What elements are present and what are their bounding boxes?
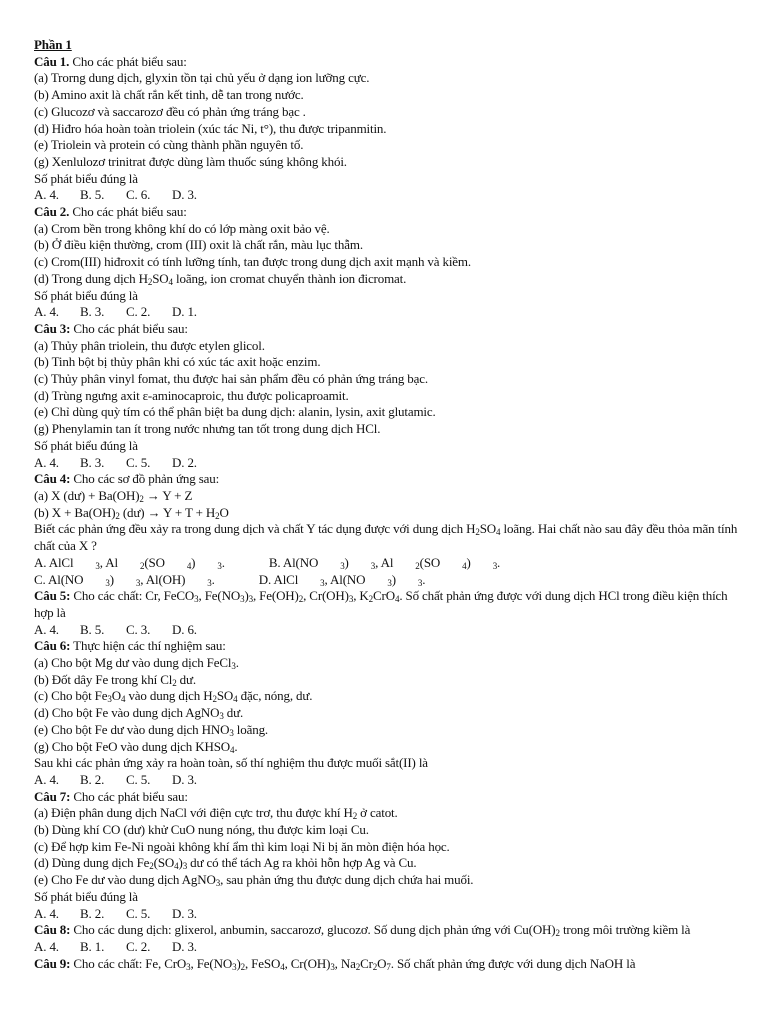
question-number: Câu 1. <box>34 53 70 69</box>
question-prompt: Số phát biểu đúng là <box>34 287 138 303</box>
answer-options <box>34 772 744 789</box>
option-b: B. 2. <box>80 905 105 921</box>
option-c: C. 6. <box>126 187 151 203</box>
question-4-stem: Câu 4: Cho các sơ đồ phản ứng sau: <box>34 471 220 487</box>
question-prompt: Số phát biểu đúng là <box>34 437 138 453</box>
option-a: A. 4. <box>34 454 59 470</box>
answer-options <box>34 304 744 321</box>
question-prompt: Số phát biểu đúng là <box>34 170 138 186</box>
statement-item: (b) Dùng khí CO (dư) khử CuO nung nóng, thu được kim loại Cu. <box>34 822 369 838</box>
question-8-stem: Câu 8: Cho các dung dịch: glixerol, anbumin, saccarozơ, glucozơ. Số dung dịch phản ứng với $Cu(OH)_2$ trong môi trường kiềm là <box>34 922 691 939</box>
statement-item: (a) Crom bền trong không khí do có lớp màng oxit bảo vệ. <box>34 220 330 236</box>
option-c: C. 2. <box>126 304 151 320</box>
statement-item: (b) Tinh bột bị thủy phân khi có xúc tác axit hoặc enzim. <box>34 354 321 370</box>
question-number: Câu 2. <box>34 204 70 220</box>
option-c: C. 2. <box>126 938 151 954</box>
option-d: D. 3. <box>172 187 197 203</box>
statement-item: (a) Điện phân dung dịch NaCl với điện cực trơ, thu được khí $H_2$ ở catot. <box>34 805 398 822</box>
statement-item: (e) Cho Fe dư vào dung dịch AgNO$_3$, sau phản ứng thu được dung dịch chứa hai muối. <box>34 872 474 889</box>
option-a: A. 4. <box>34 938 59 954</box>
option-a: A. 4. <box>34 187 59 203</box>
option-d: D. 3. <box>172 771 197 787</box>
option-b: B. 3. <box>80 304 105 320</box>
statement-item: (c) Crom(III) hiđroxit có tính lưỡng tính, tan được trong dung dịch axit mạnh và kiềm. <box>34 254 471 270</box>
option-b: B. 3. <box>80 454 105 470</box>
option-c: C. 5. <box>126 771 151 787</box>
option-a: A. 4. <box>34 621 59 637</box>
question-9-stem: Câu 9: Cho các chất: Fe, CrO$_3$, $Fe(NO_3)_2$, FeSO$_4$, $Cr(OH)_3$, $Na_2Cr_2O_7$. Số chất phản ứng được với dung dịch NaOH là <box>34 955 636 972</box>
option-c: C. 5. <box>126 454 151 470</box>
option-d: D. 1. <box>172 304 197 320</box>
answer-options <box>34 455 744 472</box>
experiment-item: (b) Đốt dây Fe trong khí $Cl_2$ dư. <box>34 671 197 688</box>
statement-item: (c) Glucozơ và saccarozơ đều có phản ứng tráng bạc . <box>34 103 306 119</box>
statement-item: (a) Thủy phân triolein, thu được etylen glicol. <box>34 337 265 353</box>
statement-item: (d) Dùng dung dịch $Fe_2(SO_4)_3$ dư có thể tách Ag ra khỏi hỗn hợp Ag và Cu. <box>34 855 417 872</box>
answer-options <box>34 622 744 639</box>
answer-options <box>34 939 744 956</box>
option-c: C. 5. <box>126 905 151 921</box>
question-number: Câu 4: <box>34 471 71 487</box>
reaction-scheme-a: (a) X (dư) + $Ba(OH)_2 \to Y + Z$ <box>34 487 193 504</box>
part-title: Phần 1 <box>34 37 72 52</box>
answer-options <box>34 555 744 572</box>
option-b: B. 5. <box>80 187 105 203</box>
answer-options <box>34 572 744 589</box>
question-3-stem: Câu 3: Cho các phát biểu sau: <box>34 320 188 336</box>
option-b: B. 2. <box>80 771 105 787</box>
option-d: D. 2. <box>172 454 197 470</box>
statement-item: (d) Trong dung dịch $H_2SO_4$ loãng, ion cromat chuyển thành ion đicromat. <box>34 270 407 287</box>
statement-item: (e) Chỉ dùng quỳ tím có thể phân biệt ba dung dịch: alanin, lysin, axit glutamic. <box>34 404 436 420</box>
question-number: Câu 3: <box>34 320 71 336</box>
statement-item: (c) Thủy phân vinyl fomat, thu được hai sản phẩm đều có phản ứng tráng bạc. <box>34 371 428 387</box>
option-a: A. 4. <box>34 304 59 320</box>
experiment-item: (d) Cho bột Fe vào dung dịch AgNO$_3$ dư. <box>34 705 244 722</box>
option-a: A. 4. <box>34 771 59 787</box>
answer-options <box>34 187 744 204</box>
option-b: B. Al(NO $_3$) $_3$, Al $_2$(SO $_4$) $_3$. <box>268 554 501 571</box>
question-7-stem: Câu 7: Cho các phát biểu sau: <box>34 788 188 804</box>
statement-item: (g) Xenlulozơ trinitrat được dùng làm thuốc súng không khói. <box>34 153 347 169</box>
statement-item: (e) Triolein và protein có cùng thành phần nguyên tố. <box>34 137 304 153</box>
question-number: Câu 8: <box>34 922 71 938</box>
question-number: Câu 6: <box>34 638 71 654</box>
reaction-scheme-b: (b) $X + Ba(OH)_2$ (dư) → $Y + T + H_2O$ <box>34 504 229 521</box>
statement-item: (a) Trorng dung dịch, glyxin tồn tại chủ yếu ở dạng ion lưỡng cực. <box>34 70 370 86</box>
option-a: A. 4. <box>34 905 59 921</box>
question-1-stem: Câu 1. Cho các phát biểu sau: <box>34 53 187 69</box>
option-b: B. 5. <box>80 621 105 637</box>
question-number: Câu 7: <box>34 788 71 804</box>
statement-item: (c) Để hợp kim Fe-Ni ngoài không khí ẩm thì kim loại Ni bị ăn mòn điện hóa học. <box>34 838 450 854</box>
question-number: Câu 5: <box>34 588 71 604</box>
statement-item: (d) Trùng ngưng axit ε-aminocaproic, thu được policaproamit. <box>34 387 349 403</box>
experiment-item: (g) Cho bột FeO vào dung dịch $KHSO_4$. <box>34 738 238 755</box>
option-d: D. 3. <box>172 938 197 954</box>
option-d: D. AlCl $_3$, Al(NO $_3$) $_3$. <box>258 571 426 588</box>
statement-item: (d) Hiđro hóa hoàn toàn triolein (xúc tác Ni, t°), thu được tripanmitin. <box>34 120 387 136</box>
experiment-item: (e) Cho bột Fe dư vào dung dịch $HNO_3$ loãng. <box>34 721 269 738</box>
question-2-stem: Câu 2. Cho các phát biểu sau: <box>34 204 187 220</box>
statement-item: (b) Amino axit là chất rắn kết tinh, dễ tan trong nước. <box>34 87 304 103</box>
statement-item: (b) Ở điều kiện thường, crom (III) oxit là chất rắn, màu lục thẫm. <box>34 237 363 253</box>
statement-item: (g) Phenylamin tan ít trong nước nhưng tan tốt trong dung dịch HCl. <box>34 421 381 437</box>
question-description: Biết các phản ứng đều xảy ra trong dung dịch và chất Y tác dụng được với dung dịch $H_2SO_4$ loãng. Hai chất nào sau đây đều thỏa mãn tính chất của X ? <box>34 521 738 554</box>
option-c: C. 3. <box>126 621 151 637</box>
question-5-stem: Câu 5: Cho các chất: Cr, FeCO$_3$, $Fe(NO_3)_3$, $Fe(OH)_2$, $Cr(OH)_3$, $K_2CrO_4$. Số chất phản ứng được với dung dịch HCl trong điều kiện thích hợp là <box>34 588 728 620</box>
question-prompt: Sau khi các phản ứng xảy ra hoàn toàn, số thí nghiệm thu được muối sắt(II) là <box>34 755 428 771</box>
option-d: D. 6. <box>172 621 197 637</box>
question-prompt: Số phát biểu đúng là <box>34 888 138 904</box>
option-d: D. 3. <box>172 905 197 921</box>
experiment-item: (c) Cho bột $Fe_3O_4$ vào dung dịch $H_2SO_4$ đặc, nóng, dư. <box>34 688 313 705</box>
option-b: B. 1. <box>80 938 105 954</box>
question-6-stem: Câu 6: Thực hiện các thí nghiệm sau: <box>34 638 226 654</box>
option-c: C. Al(NO $_3$) $_3$, Al(OH) $_3$. <box>34 571 215 588</box>
experiment-item: (a) Cho bột Mg dư vào dung dịch FeCl$_3$. <box>34 655 239 672</box>
answer-options <box>34 906 744 923</box>
option-a: A. AlCl $_3$, Al $_2$(SO $_4$) $_3$. <box>34 554 225 571</box>
question-number: Câu 9: <box>34 955 71 971</box>
